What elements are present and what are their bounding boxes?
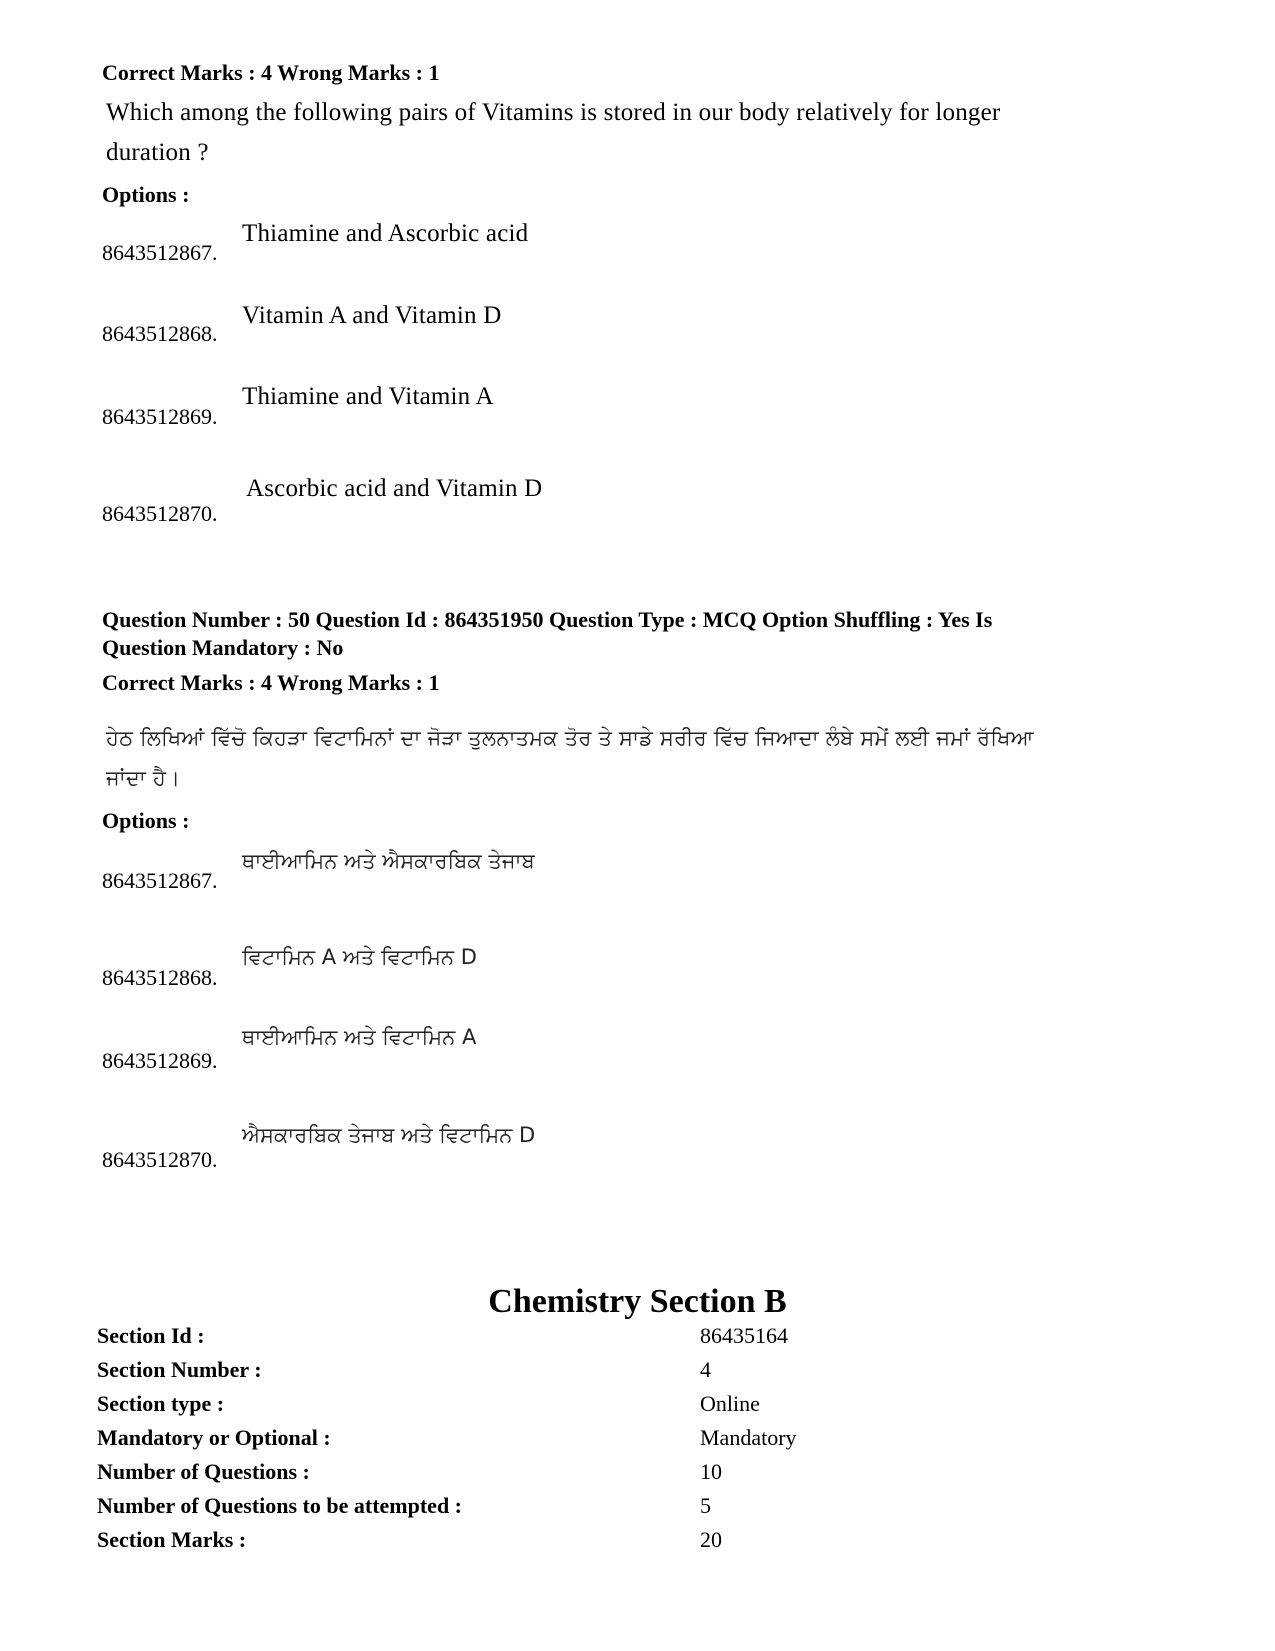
section-number-value: 4 (700, 1357, 711, 1382)
q50-question-line-1: ਹੇਠ ਲਿਖਿਆਂ ਵਿੱਚੋ ਕਿਹੜਾ ਵਿਟਾਮਿਨਾਂ ਦਾ ਜੋੜਾ ਤੁਲਨਾਤਮਕ ਤੋਰ ਤੇ ਸਾਡੇ ਸਰੀਰ ਵਿੱਚ ਜਿਆਦਾ ਲੰਬੇ ਸਮੇਂ ਲਈ ਜਮਾਂ ਰੱਖਿਆ (106, 726, 1034, 750)
section-number-label: Section Number : (97, 1357, 262, 1382)
section-id-label: Section Id : (97, 1323, 205, 1348)
q49-option-3-id: 8643512869. (102, 404, 218, 429)
q50-header-line-1: Question Number : 50 Question Id : 864351950 Question Type : MCQ Option Shuffling : Yes Is (102, 607, 993, 632)
mandatory-optional-label: Mandatory or Optional : (97, 1425, 331, 1450)
questions-to-attempt-value: 5 (700, 1493, 711, 1518)
section-id-value: 86435164 (700, 1323, 788, 1348)
q50-option-1-text: ਥਾਈਆਮਿਨ ਅਤੇ ਐਸਕਾਰਬਿਕ ਤੇਜਾਬ (242, 849, 535, 873)
questions-to-attempt-label: Number of Questions to be attempted : (97, 1493, 463, 1518)
q49-question-line-2: duration ? (106, 139, 209, 166)
q49-marks: Correct Marks : 4 Wrong Marks : 1 (102, 60, 440, 85)
q50-header (102, 606, 992, 662)
q50-marks: Correct Marks : 4 Wrong Marks : 1 (102, 670, 440, 695)
q49-option-4-id: 8643512870. (102, 501, 218, 526)
number-of-questions-value: 10 (700, 1459, 722, 1484)
section-title: Chemistry Section B (488, 1283, 787, 1320)
q50-option-3-id: 8643512869. (102, 1048, 218, 1073)
number-of-questions-label: Number of Questions : (97, 1459, 310, 1484)
q49-question-text (106, 93, 1186, 173)
q50-question-text (106, 718, 1186, 798)
q50-option-2-text: ਵਿਟਾਮਿਨ A ਅਤੇ ਵਿਟਾਮਿਨ D (242, 945, 477, 969)
q50-option-4-id: 8643512870. (102, 1147, 218, 1172)
q50-header-line-2: Question Mandatory : No (102, 635, 344, 660)
mandatory-optional-value: Mandatory (700, 1425, 797, 1450)
section-marks-label: Section Marks : (97, 1527, 247, 1552)
q50-option-1-id: 8643512867. (102, 868, 218, 893)
q50-option-2-id: 8643512868. (102, 965, 218, 990)
q49-options-label: Options : (102, 182, 190, 207)
q49-option-3-text: Thiamine and Vitamin A (242, 383, 494, 410)
section-type-value: Online (700, 1391, 760, 1416)
section-type-label: Section type : (97, 1391, 225, 1416)
q49-option-1-text: Thiamine and Ascorbic acid (242, 220, 529, 247)
q50-options-label: Options : (102, 808, 190, 833)
section-marks-value: 20 (700, 1527, 722, 1552)
q49-option-4-text: Ascorbic acid and Vitamin D (246, 475, 543, 502)
q49-option-1-id: 8643512867. (102, 240, 218, 265)
q50-question-line-2: ਜਾਂਦਾ ਹੈ। (106, 766, 181, 790)
q49-option-2-text: Vitamin A and Vitamin D (242, 302, 502, 329)
q50-option-3-text: ਥਾਈਆਮਿਨ ਅਤੇ ਵਿਟਾਮਿਨ A (242, 1025, 477, 1049)
q49-option-2-id: 8643512868. (102, 321, 218, 346)
q50-option-4-text: ਐਸਕਾਰਬਿਕ ਤੇਜਾਬ ਅਤੇ ਵਿਟਾਮਿਨ D (242, 1123, 536, 1147)
q49-question-line-1: Which among the following pairs of Vitamins is stored in our body relatively for longer (106, 99, 1001, 126)
